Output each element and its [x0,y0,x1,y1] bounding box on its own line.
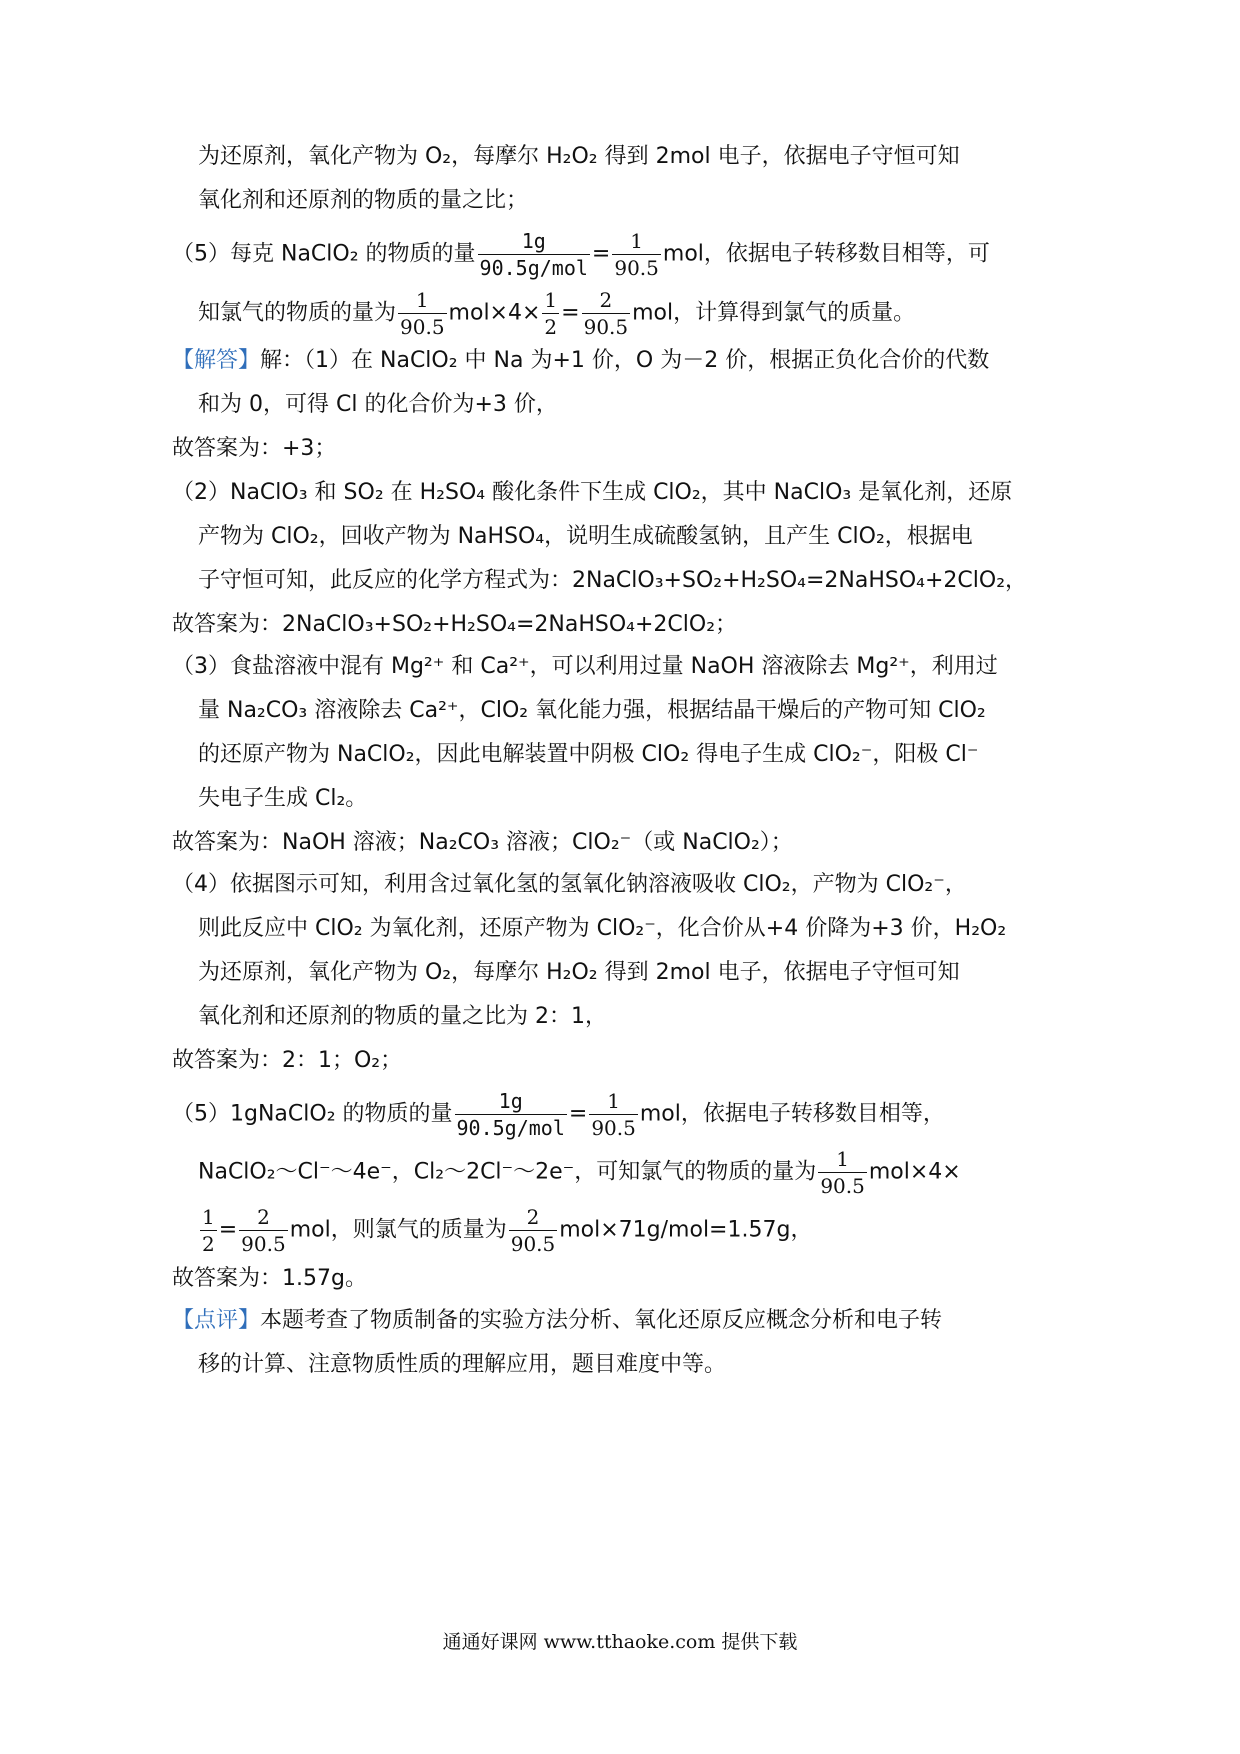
formula-line: NaClO₂～Cl⁻～4e⁻，Cl₂～2Cl⁻～2e⁻，可知氯气的物质的量为 $\frac{1}{90.5}$ mol×4× [198,1147,961,1198]
formula-line: （5）每克 NaClO₂ 的物质的量 1g 90.5g/mol = $\frac{1}{90.5}$ mol，依据电子转移数目相等，可 [172,229,990,280]
text-line: （2）NaClO₃ 和 SO₂ 在 H₂SO₄ 酸化条件下生成 ClO₂，其中 NaClO₃ 是氧化剂，还原 [172,480,1013,505]
fraction: $\frac{1}{2}$ [544,288,558,339]
fraction: $\frac{1}{90.5}$ [591,1089,636,1140]
text-line: 故答案为：2：1；O₂； [172,1048,403,1073]
fraction: 1g 90.5g/mol [456,1089,565,1140]
text-line: 失电子生成 Cl₂。 [198,786,368,811]
text-line: 氧化剂和还原剂的物质的量之比； [198,188,529,213]
page-footer: 通通好课网 www.tthaoke.com 提供下载 [442,1631,798,1653]
text-line: 氧化剂和还原剂的物质的量之比为 2：1， [198,1004,607,1029]
text-line: 移的计算、注意物质性质的理解应用，题目难度中等。 [198,1352,727,1377]
text-line: 量 Na₂CO₃ 溶液除去 Ca²⁺，ClO₂ 氧化能力强，根据结晶干燥后的产物可知 ClO₂ [198,698,986,723]
fraction: $\frac{2}{90.5}$ [510,1205,556,1256]
fraction: $\frac{1}{2}$ [202,1205,215,1256]
text-line: 故答案为：+3； [172,436,337,461]
comment-line: 【点评】本题考查了物质制备的实验方法分析、氧化还原反应概念分析和电子转 [172,1308,943,1333]
formula-line: 知氯气的物质的量为 $\frac{1}{90.5}$ mol×4× $\frac{1}{2}$ = $\frac{2}{90.5}$ mol，计算得到氯气的质量。 [198,288,916,339]
text-line: 的还原产物为 NaClO₂，因此电解装置中阴极 ClO₂ 得电子生成 ClO₂⁻，阳极 Cl⁻ [198,742,979,767]
fraction: $\frac{2}{90.5}$ [583,288,629,339]
dianping-label: 【点评】 [172,1308,261,1333]
text-line: （4）依据图示可知，利用含过氧化氢的氢氧化钠溶液吸收 ClO₂，产物为 ClO₂⁻， [172,872,967,897]
formula-line: $\frac{1}{2}$ = $\frac{2}{90.5}$ mol，则氯气的质量为 $\frac{2}{90.5}$ mol×71g/mol=1.57g， [202,1205,813,1256]
formula-line: （5）1gNaClO₂ 的物质的量 1g 90.5g/mol = $\frac{1}{90.5}$ mol，依据电子转移数目相等， [172,1089,945,1140]
text-line: 故答案为：NaOH 溶液；Na₂CO₃ 溶液；ClO₂⁻（或 NaClO₂）； [172,830,793,855]
text-line: 故答案为：2NaClO₃+SO₂+H₂SO₄=2NaHSO₄+2ClO₂； [172,612,738,637]
text-line: 产物为 ClO₂，回收产物为 NaHSO₄，说明生成硫酸氢钠，且产生 ClO₂，根据电 [198,524,973,549]
text-line: 为还原剂，氧化产物为 O₂，每摩尔 H₂O₂ 得到 2mol 电子，依据电子守恒可知 [198,144,960,169]
fraction: $\frac{1}{90.5}$ [614,229,659,280]
text-line: 则此反应中 ClO₂ 为氧化剂，还原产物为 ClO₂⁻，化合价从+4 价降为+3 价，H₂O₂ [198,916,1007,941]
text-line: （3）食盐溶液中混有 Mg²⁺ 和 Ca²⁺，可以利用过量 NaOH 溶液除去 Mg²⁺，利用过 [172,654,998,679]
jieda-label: 【解答】 [172,348,261,373]
text-line: 故答案为：1.57g。 [172,1266,367,1291]
text-line: 和为 0，可得 Cl 的化合价为+3 价， [198,392,558,417]
answer-line: 【解答】解：（1）在 NaClO₂ 中 Na 为+1 价，O 为－2 价，根据正负化合价的代数 [172,348,990,373]
text: （5）每克 NaClO₂ 的物质的量 [172,241,476,267]
fraction: 1g 90.5g/mol [479,229,588,280]
fraction: $\frac{1}{90.5}$ [820,1147,865,1198]
text-line: 子守恒可知，此反应的化学方程式为：2NaClO₃+SO₂+H₂SO₄=2NaHSO₄+2ClO₂， [198,568,1028,593]
fraction: $\frac{1}{90.5}$ [400,288,445,339]
text: mol，依据电子转移数目相等，可 [662,241,990,267]
fraction: $\frac{2}{90.5}$ [241,1205,286,1256]
text-line: 为还原剂，氧化产物为 O₂，每摩尔 H₂O₂ 得到 2mol 电子，依据电子守恒可知 [198,960,960,985]
